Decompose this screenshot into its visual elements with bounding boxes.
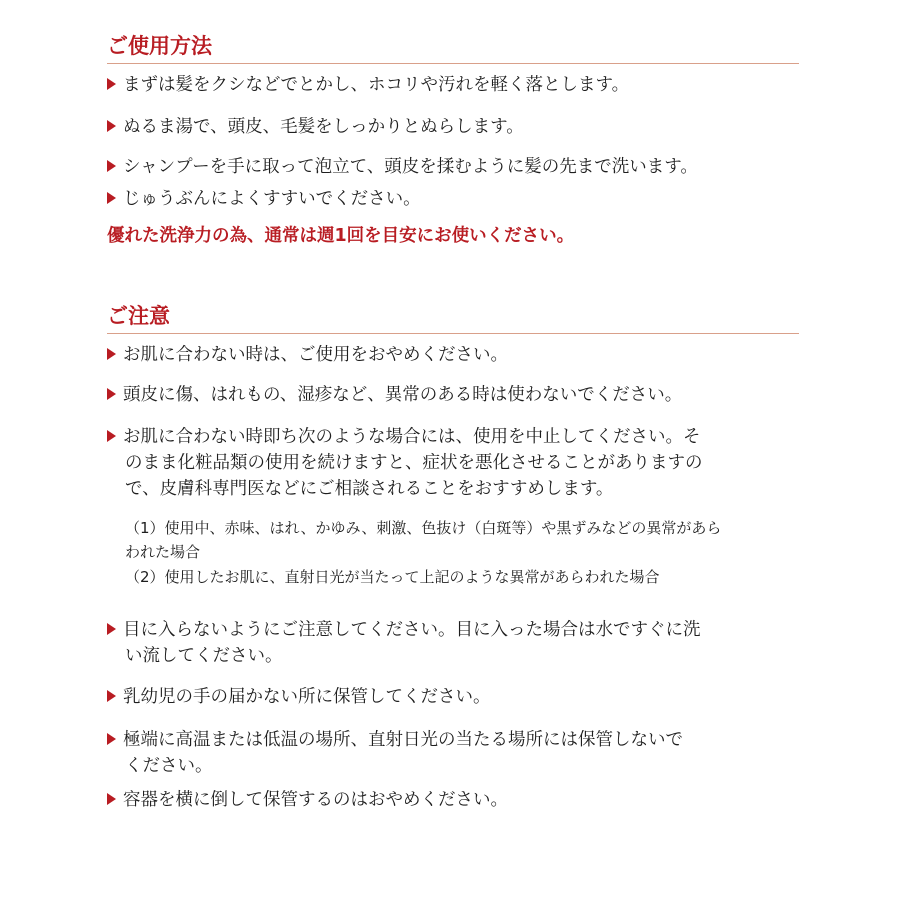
- caution-item: お肌に合わない時即ち次のような場合には、使用を中止してください。そ のまま化粧品類の使用を続けますと、症状を悪化させることがありますの で、皮膚科専門医などにご相談されることをおすすめします。: [107, 424, 802, 502]
- caution-item: 頭皮に傷、はれもの、湿疹など、異常のある時は使わないでください。: [107, 382, 802, 408]
- triangle-bullet-icon: [107, 733, 116, 745]
- triangle-bullet-icon: [107, 793, 116, 805]
- caution-item: 容器を横に倒して保管するのはおやめください。: [107, 787, 802, 813]
- usage-divider: [107, 63, 799, 64]
- triangle-bullet-icon: [107, 623, 116, 635]
- caution-item: 目に入らないようにご注意してください。目に入った場合は水ですぐに洗 い流してください。: [107, 617, 802, 669]
- triangle-bullet-icon: [107, 690, 116, 702]
- caution-sub-item-continued: われた場合: [125, 543, 201, 561]
- caution-sub-item: （1）使用中、赤味、はれ、かゆみ、刺激、色抜け（白斑等）や黒ずみなどの異常があら: [125, 519, 722, 537]
- caution-heading: ご注意: [107, 304, 170, 328]
- usage-heading: ご使用方法: [107, 34, 212, 58]
- usage-note: 優れた洗浄力の為、通常は週1回を目安にお使いください。: [107, 226, 575, 246]
- triangle-bullet-icon: [107, 192, 116, 204]
- triangle-bullet-icon: [107, 388, 116, 400]
- usage-item: ぬるま湯で、頭皮、毛髪をしっかりとぬらします。: [107, 114, 802, 140]
- triangle-bullet-icon: [107, 348, 116, 360]
- caution-sub-item: （2）使用したお肌に、直射日光が当たって上記のような異常があらわれた場合: [125, 568, 660, 586]
- caution-item: お肌に合わない時は、ご使用をおやめください。: [107, 342, 802, 368]
- triangle-bullet-icon: [107, 430, 116, 442]
- caution-item: 乳幼児の手の届かない所に保管してください。: [107, 684, 802, 710]
- caution-divider: [107, 333, 799, 334]
- caution-item: 極端に高温または低温の場所、直射日光の当たる場所には保管しないで ください。: [107, 727, 802, 779]
- usage-item: じゅうぶんによくすすいでください。: [107, 186, 802, 212]
- usage-item: シャンプーを手に取って泡立て、頭皮を揉むように髪の先まで洗います。: [107, 154, 802, 180]
- triangle-bullet-icon: [107, 160, 116, 172]
- triangle-bullet-icon: [107, 120, 116, 132]
- triangle-bullet-icon: [107, 78, 116, 90]
- usage-item: まずは髪をクシなどでとかし、ホコリや汚れを軽く落とします。: [107, 72, 802, 98]
